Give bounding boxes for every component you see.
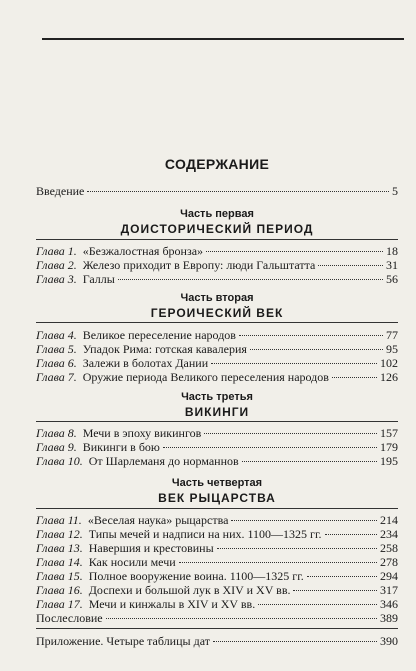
chapter-title: Залежи в болотах Дании [82,356,209,370]
toc-entry-label: Введение [36,184,85,198]
chapter-number: Глава 14. [36,555,83,569]
chapter-number: Глава 11. [36,513,82,527]
chapter-number: Глава 4. [36,328,77,342]
chapter-title: От Шарлеманя до норманнов [88,454,239,468]
toc-entry [36,527,398,541]
chapter-title: «Веселая наука» рыцарства [87,513,229,527]
toc-entry [36,328,398,342]
section-rule [36,239,398,240]
toc-page-number: 346 [380,597,398,611]
toc-page-number: 214 [380,513,398,527]
toc-page-number: 77 [386,328,398,342]
leader-dots [106,617,377,619]
toc-page-number: 31 [386,258,398,272]
toc-entry [36,440,398,454]
toc-page-number: 390 [380,634,398,648]
chapter-number: Глава 17. [36,597,83,611]
toc-entry [36,258,398,272]
chapter-title: Викинги в бою [82,440,160,454]
chapter-title: Доспехи и большой лук в XIV и XV вв. [88,583,291,597]
top-rule [42,38,404,40]
part-title: ГЕРОИЧЕСКИЙ ВЕК [150,306,284,320]
toc-page-number: 234 [380,527,398,541]
chapter-title: Типы мечей и надписи на них. 1100—1325 гг. [88,527,322,541]
section-rule [36,322,398,323]
leader-dots [179,561,377,563]
toc-entry [36,569,398,583]
toc-entry [36,244,398,258]
chapter-number: Глава 5. [36,342,77,356]
toc-entry-label: Приложение. Четыре таблицы дат [36,634,210,648]
part-number: Часть вторая [180,292,254,304]
chapter-title: Мечи и кинжалы в XIV и XV вв. [88,597,256,611]
toc-entry [36,541,398,555]
leader-dots [87,190,389,192]
toc-page-number: 95 [386,342,398,356]
section-rule [36,508,398,509]
toc-entry-appendix [36,634,398,648]
chapter-title: Мечи в эпоху викингов [82,426,202,440]
toc-page-number: 317 [380,583,398,597]
chapter-number: Глава 10. [36,454,83,468]
part-number: Часть четвертая [171,477,263,489]
chapter-title: Как носили мечи [88,555,176,569]
leader-dots [332,376,377,378]
page-title: СОДЕРЖАНИЕ [164,156,270,172]
toc-entry [36,356,398,370]
leader-dots [213,640,377,642]
leader-dots [118,278,383,280]
leader-dots [239,334,383,336]
part-title: ВЕК РЫЦАРСТВА [158,491,276,505]
chapter-title: Полное вооружение воина. 1100—1325 гг. [88,569,304,583]
chapter-number: Глава 9. [36,440,77,454]
toc-page-number: 18 [386,244,398,258]
chapter-title: Упадок Рима: готская кавалерия [82,342,247,356]
toc-page-number: 157 [380,426,398,440]
toc-page-number: 294 [380,569,398,583]
leader-dots [211,362,377,364]
chapter-title: Галлы [82,272,115,286]
toc-entry [36,513,398,527]
toc-page-number: 195 [380,454,398,468]
part-number: Часть третья [181,391,253,403]
chapter-number: Глава 13. [36,541,83,555]
toc-entry [36,342,398,356]
toc-entry-afterword [36,611,398,625]
chapter-number: Глава 3. [36,272,77,286]
chapter-number: Глава 16. [36,583,83,597]
chapter-number: Глава 2. [36,258,77,272]
toc-page-number: 126 [380,370,398,384]
section-rule [36,421,398,422]
toc-page-number: 56 [386,272,398,286]
chapter-number: Глава 8. [36,426,77,440]
toc-entry [36,555,398,569]
toc-page-number: 102 [380,356,398,370]
leader-dots [325,533,377,535]
chapter-title: Послесловие [36,611,103,625]
section-rule [36,628,398,629]
chapter-number: Глава 1. [36,244,77,258]
chapter-title: Железо приходит в Европу: люди Гальштатта [82,258,316,272]
toc-entry [36,583,398,597]
leader-dots [250,348,383,350]
chapter-number: Глава 7. [36,370,77,384]
leader-dots [258,603,377,605]
chapter-title: Оружие периода Великого переселения народов [82,370,329,384]
leader-dots [293,589,377,591]
chapter-title: Великое переселение народов [82,328,236,342]
toc-page-number: 258 [380,541,398,555]
part-title: ДОИСТОРИЧЕСКИЙ ПЕРИОД [120,222,314,236]
chapter-title: Навершия и крестовины [88,541,214,555]
toc-page-number: 179 [380,440,398,454]
toc-page-number: 5 [392,184,398,198]
toc-entry [36,426,398,440]
part-number: Часть первая [180,208,254,220]
toc-entry [36,597,398,611]
toc-entry [36,454,398,468]
toc-entry-intro [36,184,398,198]
leader-dots [318,264,383,266]
leader-dots [204,432,377,434]
leader-dots [242,460,377,462]
toc-page-number: 389 [380,611,398,625]
chapter-number: Глава 12. [36,527,83,541]
chapter-number: Глава 6. [36,356,77,370]
leader-dots [206,250,383,252]
part-title: ВИКИНГИ [184,405,250,419]
chapter-number: Глава 15. [36,569,83,583]
toc-page-number: 278 [380,555,398,569]
toc-entry [36,272,398,286]
leader-dots [217,547,377,549]
leader-dots [231,519,377,521]
leader-dots [307,575,377,577]
leader-dots [163,446,377,448]
chapter-title: «Безжалостная бронза» [82,244,204,258]
toc-entry [36,370,398,384]
